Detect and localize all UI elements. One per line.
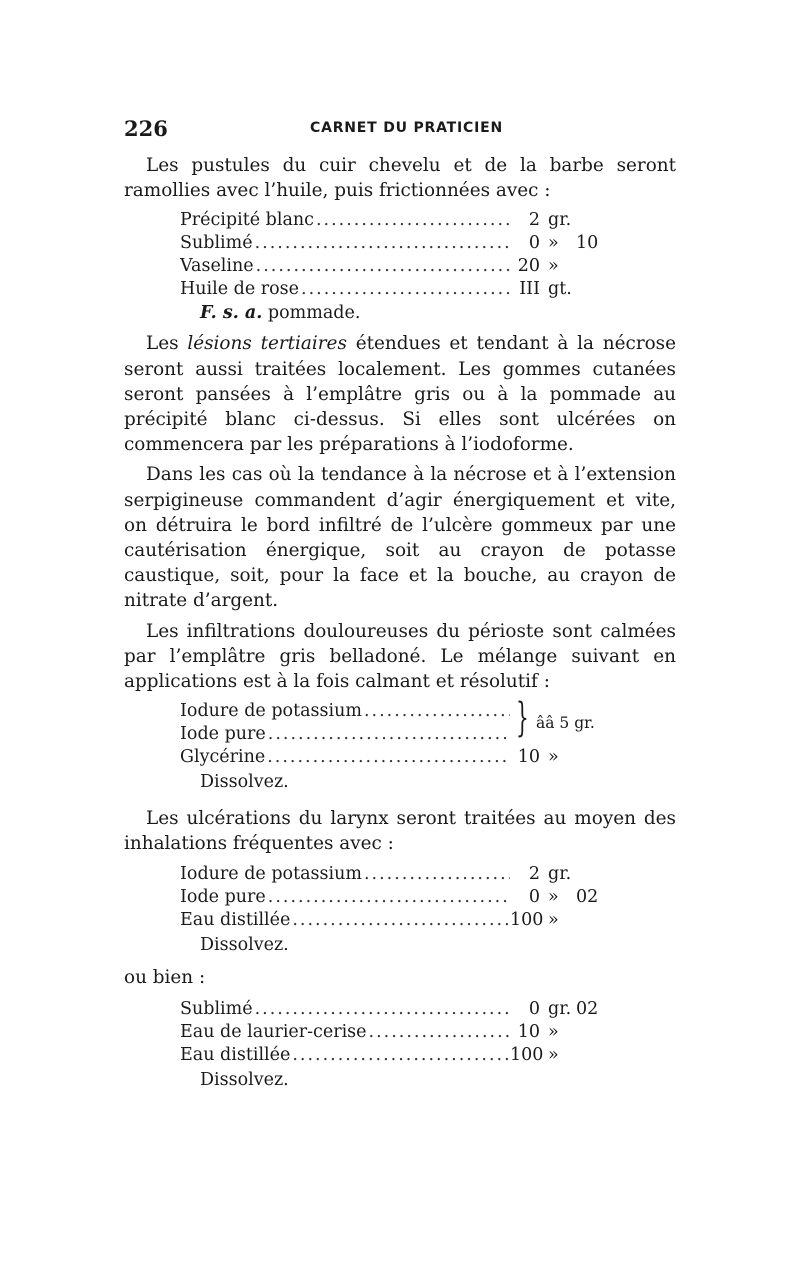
recipe-row bbox=[180, 862, 676, 885]
ingredient-unit: » bbox=[548, 747, 559, 768]
recipe-instruction: Dissolvez. bbox=[200, 1069, 289, 1090]
ingredient-quantity: 100 bbox=[510, 1044, 544, 1065]
leader-dots bbox=[316, 208, 510, 233]
ingredient-quantity: 10 bbox=[517, 1021, 540, 1042]
leader-dots bbox=[364, 699, 510, 724]
paragraph-infiltrations: Les infiltrations douloureuses du périoste sont calmées par l’emplâtre gris belladoné. Le mélange suivant en applications est à la fois calmant et résolutif : bbox=[124, 620, 676, 693]
leader-dots bbox=[369, 1020, 510, 1045]
ingredient-quantity: 0 bbox=[528, 233, 540, 254]
brace: } bbox=[516, 695, 529, 742]
ingredient-unit: » bbox=[548, 909, 559, 930]
page-header bbox=[124, 116, 676, 140]
italic-term: lésions tertiaires bbox=[187, 333, 347, 355]
ingredient-unit: gr. bbox=[548, 210, 572, 231]
ingredient-unit: gr. bbox=[548, 998, 572, 1019]
recipe-instruction bbox=[200, 300, 676, 326]
ingredient-unit: » bbox=[548, 1044, 559, 1065]
fsa-rest: pommade. bbox=[267, 303, 361, 324]
recipe-iodure bbox=[180, 695, 676, 796]
paragraph-lesions: Les lésions tertiaires étendues et tendant à la nécrose seront aussi traitées localement. Les gommes cutanées seront pansées à l’emplâtre gris ou à la pommade au précipité blanc ci-dessus. Si elles sont ulcérées on commencera par les préparations à l’iodoforme. bbox=[124, 333, 676, 456]
leader-dots bbox=[268, 885, 510, 910]
ingredient-unit: gr. bbox=[548, 863, 572, 884]
paragraph-pustules: Les pustules du cuir chevelu et de la barbe seront ramollies avec l’huile, puis frictionnées avec : bbox=[124, 155, 676, 202]
ingredient-fraction: 10 bbox=[576, 233, 599, 254]
leader-dots bbox=[255, 231, 510, 256]
recipe-alternative bbox=[180, 997, 676, 1094]
leader-dots bbox=[256, 254, 510, 279]
recipe-row bbox=[180, 231, 676, 254]
shared-quantity: ââ 5 gr. bbox=[536, 714, 595, 733]
leader-dots bbox=[268, 722, 510, 747]
recipe-row bbox=[180, 997, 676, 1020]
recipe-instruction: Dissolvez. bbox=[200, 934, 289, 955]
ingredient-quantity: 10 bbox=[517, 747, 540, 768]
ingredient-quantity: 100 bbox=[510, 909, 544, 930]
leader-dots bbox=[292, 908, 510, 933]
leader-dots bbox=[267, 745, 510, 770]
paragraph-larynx: Les ulcérations du larynx seront traitées au moyen des inhalations fréquentes avec : bbox=[124, 808, 676, 855]
ingredient-unit: gt. bbox=[548, 279, 572, 300]
ingredient-unit: » bbox=[548, 886, 559, 907]
ingredient-fraction: 02 bbox=[576, 886, 599, 907]
ingredient-quantity: 20 bbox=[517, 256, 540, 277]
recipe-inhalation bbox=[180, 862, 676, 959]
page-body bbox=[124, 153, 676, 1099]
recipe-row bbox=[180, 277, 676, 300]
leader-dots bbox=[255, 997, 510, 1022]
ingredient-name: Glycérine bbox=[180, 747, 266, 768]
ingredient-name: Vaseline bbox=[180, 256, 254, 277]
recipe-row bbox=[180, 722, 676, 745]
ingredient-name: Précipité blanc bbox=[180, 210, 314, 231]
ingredient-quantity: 2 bbox=[528, 863, 540, 884]
ingredient-quantity: 0 bbox=[528, 886, 540, 907]
ingredient-name: Iode pure bbox=[180, 724, 266, 745]
recipe-row bbox=[180, 885, 676, 908]
page-number: 226 bbox=[124, 116, 168, 141]
paragraph-necrose: Dans les cas où la tendance à la nécrose et à l’extension serpigineuse commandent d’agir énergiquement et vite, on détruira le bord infiltré de l’ulcère gommeux par une cautérisation énergique, soit au crayon de potasse caustique, soit, pour la face et la bouche, au crayon de nitrate d’argent. bbox=[124, 464, 676, 612]
recipe-row bbox=[180, 1043, 676, 1066]
ingredient-name: Eau de laurier-cerise bbox=[180, 1021, 367, 1042]
recipe-row bbox=[180, 1020, 676, 1043]
ingredient-unit: » bbox=[548, 233, 559, 254]
recipe-row bbox=[180, 908, 676, 931]
fsa-abbreviation: F. s. a. bbox=[200, 303, 263, 324]
leader-dots bbox=[292, 1043, 510, 1068]
recipe-pommade bbox=[180, 208, 676, 326]
ingredient-name: Huile de rose bbox=[180, 279, 300, 300]
ingredient-fraction: 02 bbox=[576, 998, 599, 1019]
ingredient-quantity: 0 bbox=[528, 998, 540, 1019]
recipe-row bbox=[180, 254, 676, 277]
recipe-row bbox=[180, 208, 676, 231]
ingredient-name: Iodure de potassium bbox=[180, 863, 362, 884]
ingredient-unit: » bbox=[548, 1021, 559, 1042]
ingredient-name: Sublimé bbox=[180, 233, 253, 254]
ingredient-name: Iodure de potassium bbox=[180, 701, 362, 722]
ingredient-unit: » bbox=[548, 256, 559, 277]
recipe-instruction: Dissolvez. bbox=[200, 772, 289, 793]
ingredient-quantity: 2 bbox=[528, 210, 540, 231]
ingredient-name: Sublimé bbox=[180, 998, 253, 1019]
ingredient-name: Eau distillée bbox=[180, 1044, 291, 1065]
recipe-row bbox=[180, 745, 676, 768]
ingredient-name: Iode pure bbox=[180, 886, 266, 907]
ou-bien: ou bien : bbox=[124, 966, 206, 988]
recipe-row bbox=[180, 699, 676, 722]
leader-dots bbox=[301, 277, 510, 302]
ingredient-name: Eau distillée bbox=[180, 909, 291, 930]
ingredient-quantity: III bbox=[519, 279, 540, 300]
leader-dots bbox=[364, 862, 510, 887]
running-title: CARNET DU PRATICIEN bbox=[310, 120, 503, 136]
